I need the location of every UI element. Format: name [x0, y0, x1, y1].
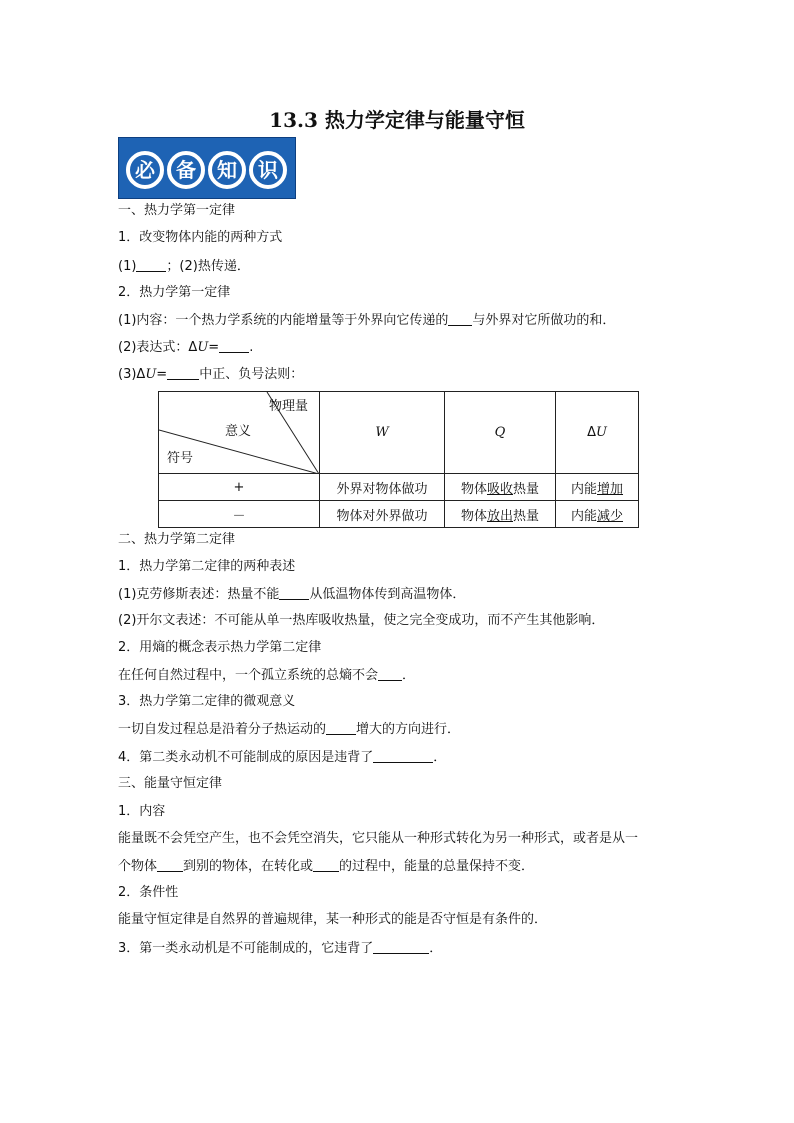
section-heading-3: 三、能量守恒定律: [118, 776, 223, 791]
answer-blank: [448, 311, 472, 326]
answer-blank: [378, 666, 402, 681]
page-title: 13.3 热力学定律与能量守恒: [269, 108, 525, 132]
answer-blank: [157, 857, 183, 872]
s2-item-4: 4．第二类永动机不可能制成的原因是违背了 ．: [118, 750, 447, 765]
answer-blank: [313, 857, 339, 872]
section-heading-2: 二、热力学第二定律: [118, 532, 236, 547]
cell-q-minus: 物体放出热量: [445, 501, 556, 528]
cell-du-plus: 内能增加: [556, 474, 639, 501]
cell-w-minus: 物体对外界做功: [320, 501, 445, 528]
col-q: Q: [445, 392, 556, 474]
cell-w-plus: 外界对物体做功: [320, 474, 445, 501]
banner-char-3: 知: [217, 158, 237, 182]
cell-du-minus: 内能减少: [556, 501, 639, 528]
s1-item-2b: (2)表达式：ΔU= .: [118, 340, 254, 355]
header-physical-quantity: 物理量: [269, 399, 309, 414]
s2-item-1: 1．热力学第二定律的两种表述: [118, 559, 296, 574]
answer-blank: [136, 257, 166, 272]
banner-char-1: 必: [135, 158, 155, 182]
col-delta-u: ΔU: [556, 392, 639, 474]
diagonal-header-cell: [159, 392, 320, 474]
answer-blank: [167, 365, 199, 380]
answer-blank: [219, 338, 249, 353]
banner-char-2: 备: [176, 158, 196, 182]
answer-blank: [279, 585, 309, 600]
table-row-minus: [159, 501, 639, 528]
header-sign: 符号: [167, 451, 194, 466]
s2-item-3: 3．热力学第二定律的微观意义: [118, 694, 296, 709]
answer-blank: [326, 720, 356, 735]
s3-item-1b: 个物体 到别的物体，在转化或 的过程中，能量的总量保持不变．: [118, 859, 535, 874]
answer-blank: [373, 748, 433, 763]
header-meaning: 意义: [225, 424, 252, 439]
banner-essential-knowledge: [118, 137, 296, 199]
cell-sign-minus: －: [159, 501, 320, 528]
table-row-plus: [159, 474, 639, 501]
banner-char-4: 识: [258, 158, 278, 182]
s1-item-2c: (3)ΔU= 中正、负号法则：: [118, 367, 304, 382]
cell-q-plus: 物体吸收热量: [445, 474, 556, 501]
s3-item-3: 3．第一类永动机是不可能制成的，它违背了 ．: [118, 941, 443, 956]
s1-item-1a: (1) ；(2)热传递．: [118, 259, 250, 274]
s2-item-1b: (2)开尔文表述：不可能从单一热库吸收热量，使之完全变成功，而不产生其他影响．: [118, 613, 605, 628]
s3-item-1a: 能量既不会凭空产生，也不会凭空消失，它只能从一种形式转化为另一种形式，或者是从一: [118, 831, 639, 846]
s2-item-3a: 一切自发过程总是沿着分子热运动的 增大的方向进行．: [118, 722, 461, 737]
s1-item-1: 1．改变物体内能的两种方式: [118, 230, 283, 245]
s3-item-2a: 能量守恒定律是自然界的普遍规律，某一种形式的能是否守恒是有条件的．: [118, 912, 548, 927]
section-heading-1: 一、热力学第一定律: [118, 203, 236, 218]
s1-item-2a: (1)内容：一个热力学系统的内能增量等于外界向它传递的 与外界对它所做功的和．: [118, 313, 616, 328]
col-w: W: [320, 392, 445, 474]
s2-item-2: 2．用熵的概念表示热力学第二定律: [118, 640, 322, 655]
s3-item-1: 1．内容: [118, 804, 166, 819]
answer-blank: [373, 939, 429, 954]
s2-item-1a: (1)克劳修斯表述：热量不能 从低温物体传到高温物体．: [118, 587, 466, 602]
s2-item-2a: 在任何自然过程中，一个孤立系统的总熵不会 ．: [118, 668, 416, 683]
s1-item-2: 2．热力学第一定律: [118, 285, 231, 300]
cell-sign-plus: +: [159, 474, 320, 501]
s3-item-2: 2．条件性: [118, 885, 179, 900]
sign-rule-table: [158, 391, 639, 528]
